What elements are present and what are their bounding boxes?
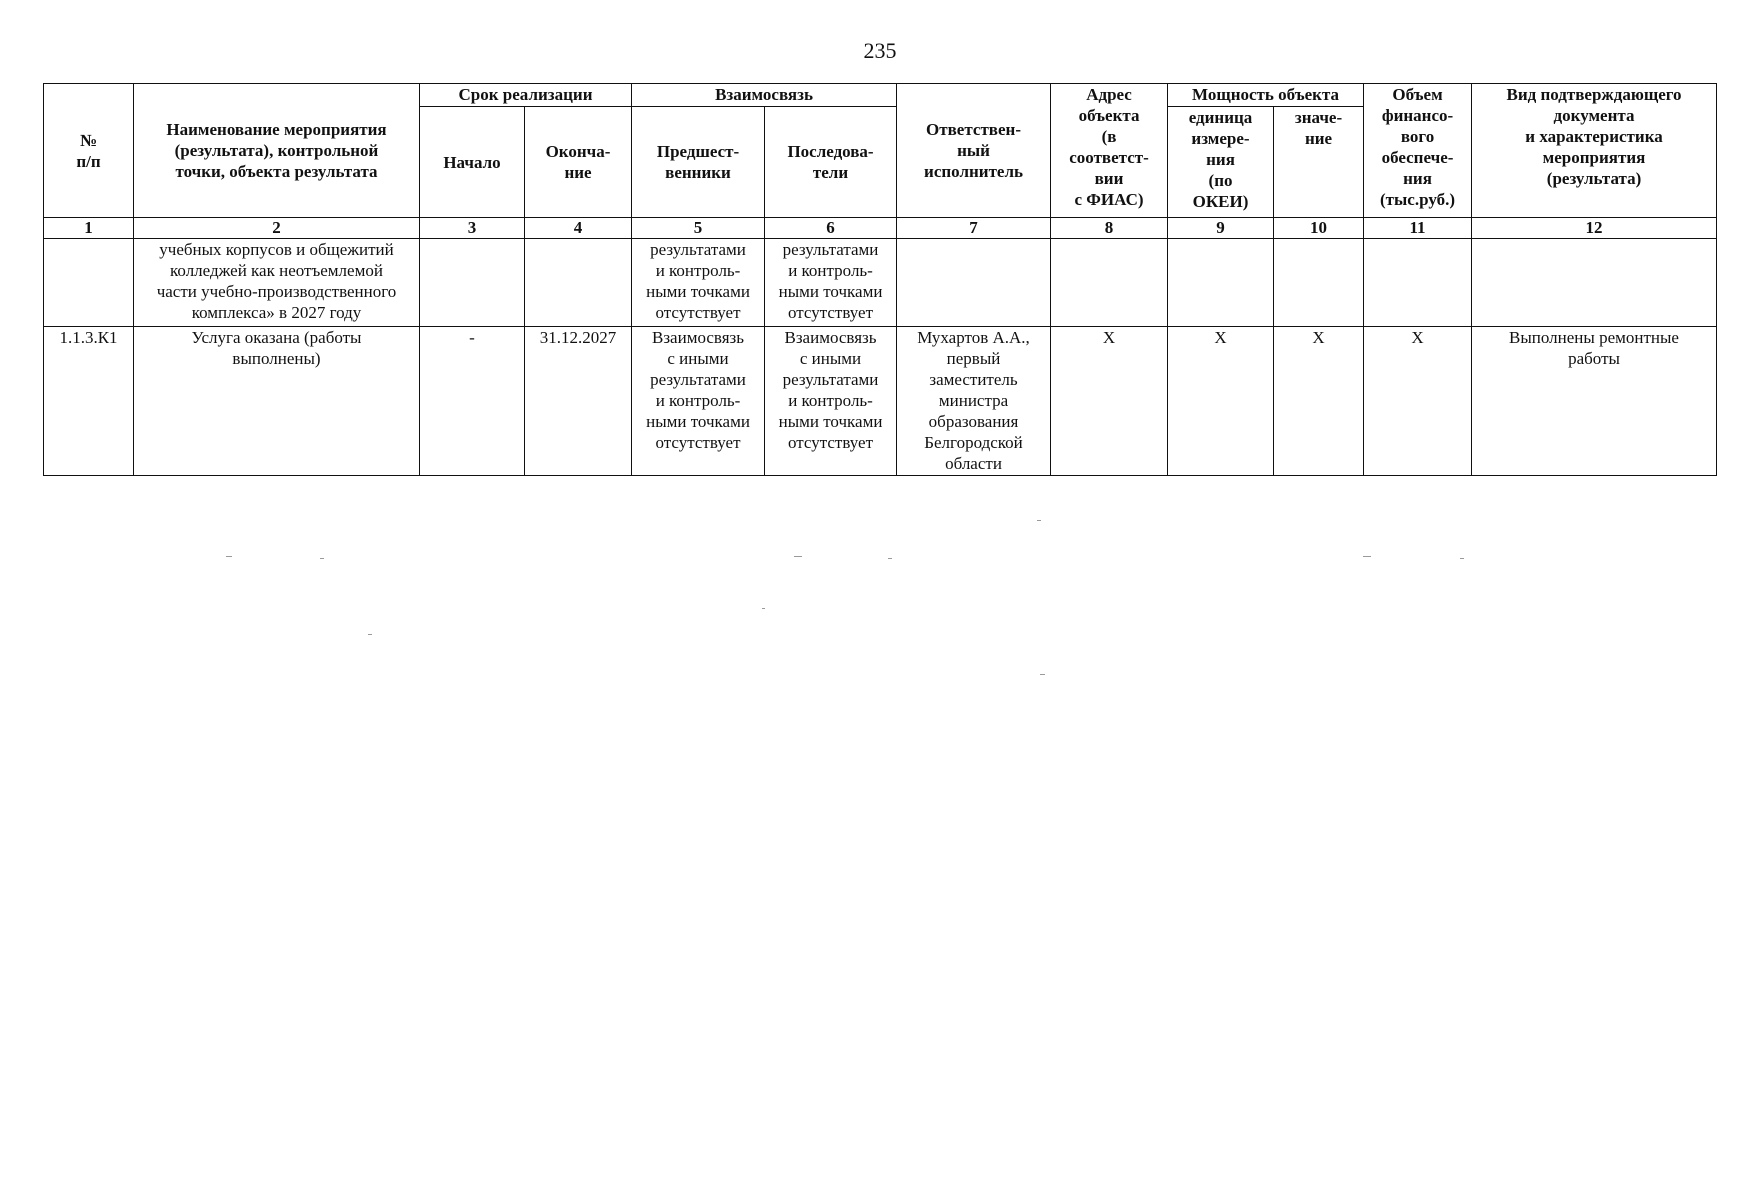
cell-capacity-value <box>1274 239 1364 327</box>
cell-activity-name: Услуга оказана (работы выполнены) <box>134 327 420 476</box>
header-responsible-executor: Ответствен- ный исполнитель <box>897 84 1051 218</box>
column-number: 5 <box>632 218 765 239</box>
column-number: 6 <box>765 218 897 239</box>
cell-successors: результатами и контроль- ными точками отсутствует <box>765 239 897 327</box>
cell-number: 1.1.3.К1 <box>44 327 134 476</box>
header-predecessors: Предшест- венники <box>632 107 765 218</box>
column-number: 2 <box>134 218 420 239</box>
cell-funding: X <box>1364 327 1472 476</box>
header-object-address: Адрес объекта (в соответст- вии с ФИАС) <box>1051 84 1168 218</box>
column-number: 10 <box>1274 218 1364 239</box>
scan-speck <box>1363 556 1371 557</box>
header-successors: Последова- тели <box>765 107 897 218</box>
table-body <box>44 239 1717 476</box>
cell-funding <box>1364 239 1472 327</box>
cell-capacity-unit: X <box>1168 327 1274 476</box>
header-activity-name: Наименование мероприятия (результата), контрольной точки, объекта результата <box>134 84 420 218</box>
scan-speck <box>888 558 892 559</box>
scan-speck <box>1460 558 1464 559</box>
column-number: 12 <box>1472 218 1717 239</box>
cell-responsible: Мухартов А.А., первый заместитель министра образования Белгородской области <box>897 327 1051 476</box>
cell-responsible <box>897 239 1051 327</box>
header-capacity-value: значе- ние <box>1274 107 1364 218</box>
cell-end <box>525 239 632 327</box>
column-number: 1 <box>44 218 134 239</box>
column-number: 11 <box>1364 218 1472 239</box>
cell-end: 31.12.2027 <box>525 327 632 476</box>
activity-plan-table <box>43 83 1717 476</box>
table-row <box>44 327 1717 476</box>
scan-speck <box>794 556 802 557</box>
cell-successors: Взаимосвязь с иными результатами и контроль- ными точками отсутствует <box>765 327 897 476</box>
column-number: 3 <box>420 218 525 239</box>
column-number: 8 <box>1051 218 1168 239</box>
cell-address: X <box>1051 327 1168 476</box>
scan-speck <box>1040 674 1045 675</box>
scan-speck <box>226 556 232 557</box>
column-number: 7 <box>897 218 1051 239</box>
cell-activity-name: учебных корпусов и общежитий колледжей как неотъемлемой части учебно-производственного комплекса» в 2027 году <box>134 239 420 327</box>
header-object-capacity: Мощность объекта <box>1168 84 1364 107</box>
header-number: № п/п <box>44 84 134 218</box>
scan-speck <box>762 608 765 609</box>
table-header <box>44 84 1717 239</box>
header-capacity-unit: единица измере- ния (по ОКЕИ) <box>1168 107 1274 218</box>
cell-document-type: Выполнены ремонтные работы <box>1472 327 1717 476</box>
cell-start: - <box>420 327 525 476</box>
column-numbers-row <box>44 218 1717 239</box>
column-number: 4 <box>525 218 632 239</box>
page-number: 235 <box>863 38 897 63</box>
scan-speck <box>368 634 372 635</box>
header-funding-volume: Объем финансо- вого обеспече- ния (тыс.руб.) <box>1364 84 1472 218</box>
scan-speck <box>1037 520 1041 521</box>
cell-number <box>44 239 134 327</box>
cell-predecessors: Взаимосвязь с иными результатами и контроль- ными точками отсутствует <box>632 327 765 476</box>
header-relationship: Взаимосвязь <box>632 84 897 107</box>
header-document-type: Вид подтверждающего документа и характеристика мероприятия (результата) <box>1472 84 1717 218</box>
scan-speck <box>320 558 324 559</box>
column-number: 9 <box>1168 218 1274 239</box>
cell-start <box>420 239 525 327</box>
header-end: Оконча- ние <box>525 107 632 218</box>
table-row <box>44 239 1717 327</box>
header-start: Начало <box>420 107 525 218</box>
cell-predecessors: результатами и контроль- ными точками отсутствует <box>632 239 765 327</box>
cell-capacity-unit <box>1168 239 1274 327</box>
cell-document-type <box>1472 239 1717 327</box>
header-implementation-term: Срок реализации <box>420 84 632 107</box>
cell-address <box>1051 239 1168 327</box>
cell-capacity-value: X <box>1274 327 1364 476</box>
